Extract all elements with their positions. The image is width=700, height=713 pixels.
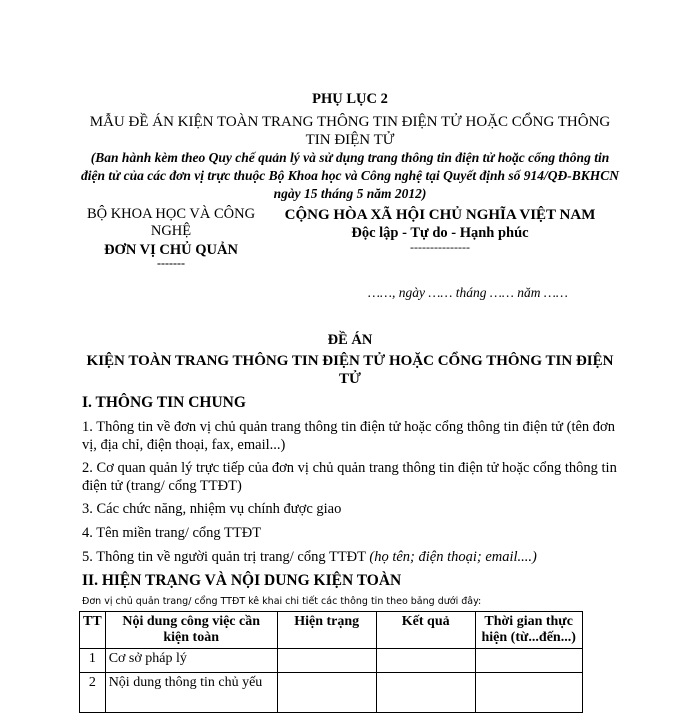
table-row <box>80 673 583 713</box>
section2-heading: II. HIỆN TRẠNG VÀ NỘI DUNG KIỆN TOÀN <box>82 572 402 589</box>
header-timeline: Thời gian thực hiện (từ...đến...) <box>475 612 582 649</box>
appendix-label: PHỤ LỤC 2 <box>312 91 388 107</box>
doc-label: ĐỀ ÁN <box>327 332 373 348</box>
section1-item4: 4. Tên miền trang/ cổng TTĐT <box>82 525 262 541</box>
header-result: Kết quả <box>376 612 475 649</box>
section2-note: Đơn vị chủ quản trang/ cổng TTĐT kê khai chi tiết các thông tin theo bảng dưới đây: <box>82 596 482 607</box>
appendix-title: MẪU ĐỀ ÁN KIỆN TOÀN TRANG THÔNG TIN ĐIỆN TỬ HOẶC CỔNG THÔNG TIN ĐIỆN TỬ <box>89 114 611 148</box>
date-line: ……, ngày …… tháng …… năm …… <box>368 285 568 300</box>
doc-title: KIỆN TOÀN TRANG THÔNG TIN ĐIỆN TỬ HOẶC CỔNG THÔNG TIN ĐIỆN TỬ <box>86 353 614 387</box>
appendix-subtitle: (Ban hành kèm theo Quy chế quản lý và sử dụng trang thông tin điện tử hoặc cổng thông tin điện tử của các đơn vị trực thuộc Bộ Khoa học và Công nghệ tại Quyết định số 914/QĐ-BKHCN ngày 15 tháng 5 năm 2012) <box>81 150 619 201</box>
section1-item5 <box>82 548 642 566</box>
header-status: Hiện trạng <box>277 612 376 649</box>
row-status-cell[interactable] <box>277 649 376 673</box>
table-row <box>80 649 583 673</box>
national-motto: Độc lập - Tự do - Hạnh phúc <box>351 225 529 241</box>
section1-item5-main: 5. Thông tin về người quản trị trang/ cổng TTĐT <box>82 549 370 565</box>
section1-heading: I. THÔNG TIN CHUNG <box>82 394 246 411</box>
header-no: TT <box>80 612 106 649</box>
row-result-cell[interactable] <box>376 673 475 713</box>
row-result-cell[interactable] <box>376 649 475 673</box>
section1-item1: 1. Thông tin về đơn vị chủ quản trang thông tin điện tử hoặc cổng thông tin điện tử (tên đơn vị, địa chỉ, điện thoại, fax, email...) <box>82 419 615 453</box>
row-timeline-cell[interactable] <box>475 673 582 713</box>
row-timeline-cell[interactable] <box>475 649 582 673</box>
nation-name: CỘNG HÒA XÃ HỘI CHỦ NGHĨA VIỆT NAM <box>284 207 596 223</box>
section1-item5-note: (họ tên; điện thoại; email....) <box>369 549 537 565</box>
ministry-name: BỘ KHOA HỌC VÀ CÔNG NGHỆ <box>86 206 256 239</box>
row-content: Nội dung thông tin chủ yếu <box>105 673 277 713</box>
row-no: 1 <box>80 649 106 673</box>
section1-item2: 2. Cơ quan quản lý trực tiếp của đơn vị chủ quản trang thông tin điện tử hoặc cổng thông tin điện tử (trang/ cổng TTĐT) <box>82 460 617 494</box>
header-content: Nội dung công việc cần kiện toàn <box>105 612 277 649</box>
table-header-row <box>80 612 583 649</box>
left-separator: ------- <box>157 256 185 270</box>
row-status-cell[interactable] <box>277 673 376 713</box>
row-no: 2 <box>80 673 106 713</box>
right-separator: --------------- <box>410 240 470 254</box>
managing-unit: ĐƠN VỊ CHỦ QUẢN <box>104 242 238 258</box>
row-content: Cơ sở pháp lý <box>105 649 277 673</box>
renovation-table <box>79 611 583 713</box>
section1-item3: 3. Các chức năng, nhiệm vụ chính được giao <box>82 501 342 517</box>
